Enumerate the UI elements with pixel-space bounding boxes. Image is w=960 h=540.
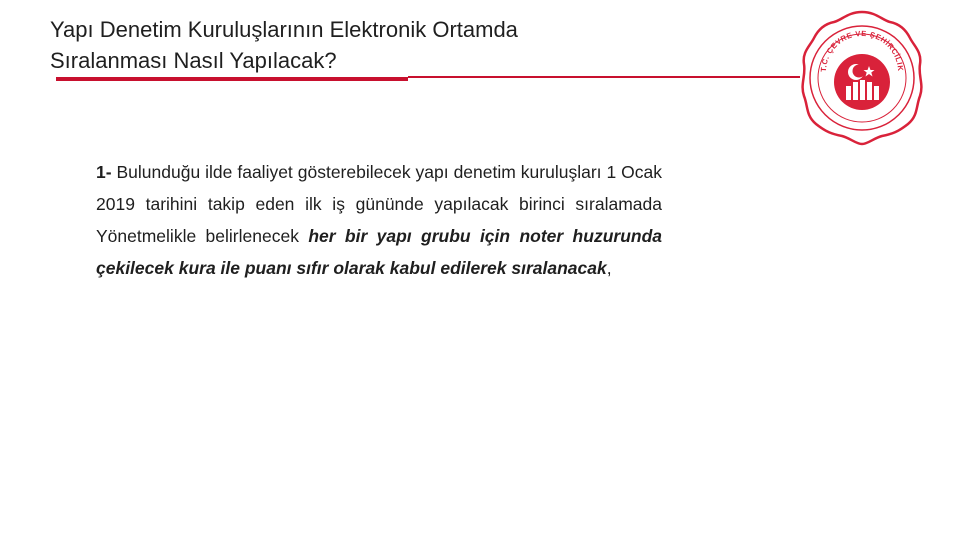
- title-underline-thick: [56, 77, 408, 81]
- paragraph-number: 1-: [96, 162, 112, 182]
- ministry-seal-icon: [796, 6, 928, 146]
- paragraph-tail: ,: [606, 258, 612, 278]
- paragraph-emphasis: her bir yapı grubu için noter huzurunda çekilecek kura ile puanı sıfır olarak kabul edilerek sıralanacak: [96, 226, 662, 278]
- paragraph-1: [96, 156, 662, 284]
- svg-text:T.C. ÇEVRE VE ŞEHİRCİLİK BAKAN: T.C. ÇEVRE VE ŞEHİRCİLİK: [818, 28, 906, 73]
- page-title: [50, 14, 650, 76]
- title-line-2: Sıralanması Nasıl Yapılacak?: [50, 48, 337, 73]
- title-underline-thin: [408, 76, 800, 78]
- paragraph-text: Bulunduğu ilde faaliyet gösterebilecek yapı denetim kuruluşları 1 Ocak 2019 tarihini takip eden ilk iş gününde yapılacak birinci sıralamada Yönetmelikle belirlenecek: [96, 162, 662, 246]
- title-line-1: Yapı Denetim Kuruluşlarının Elektronik Ortamda: [50, 17, 518, 42]
